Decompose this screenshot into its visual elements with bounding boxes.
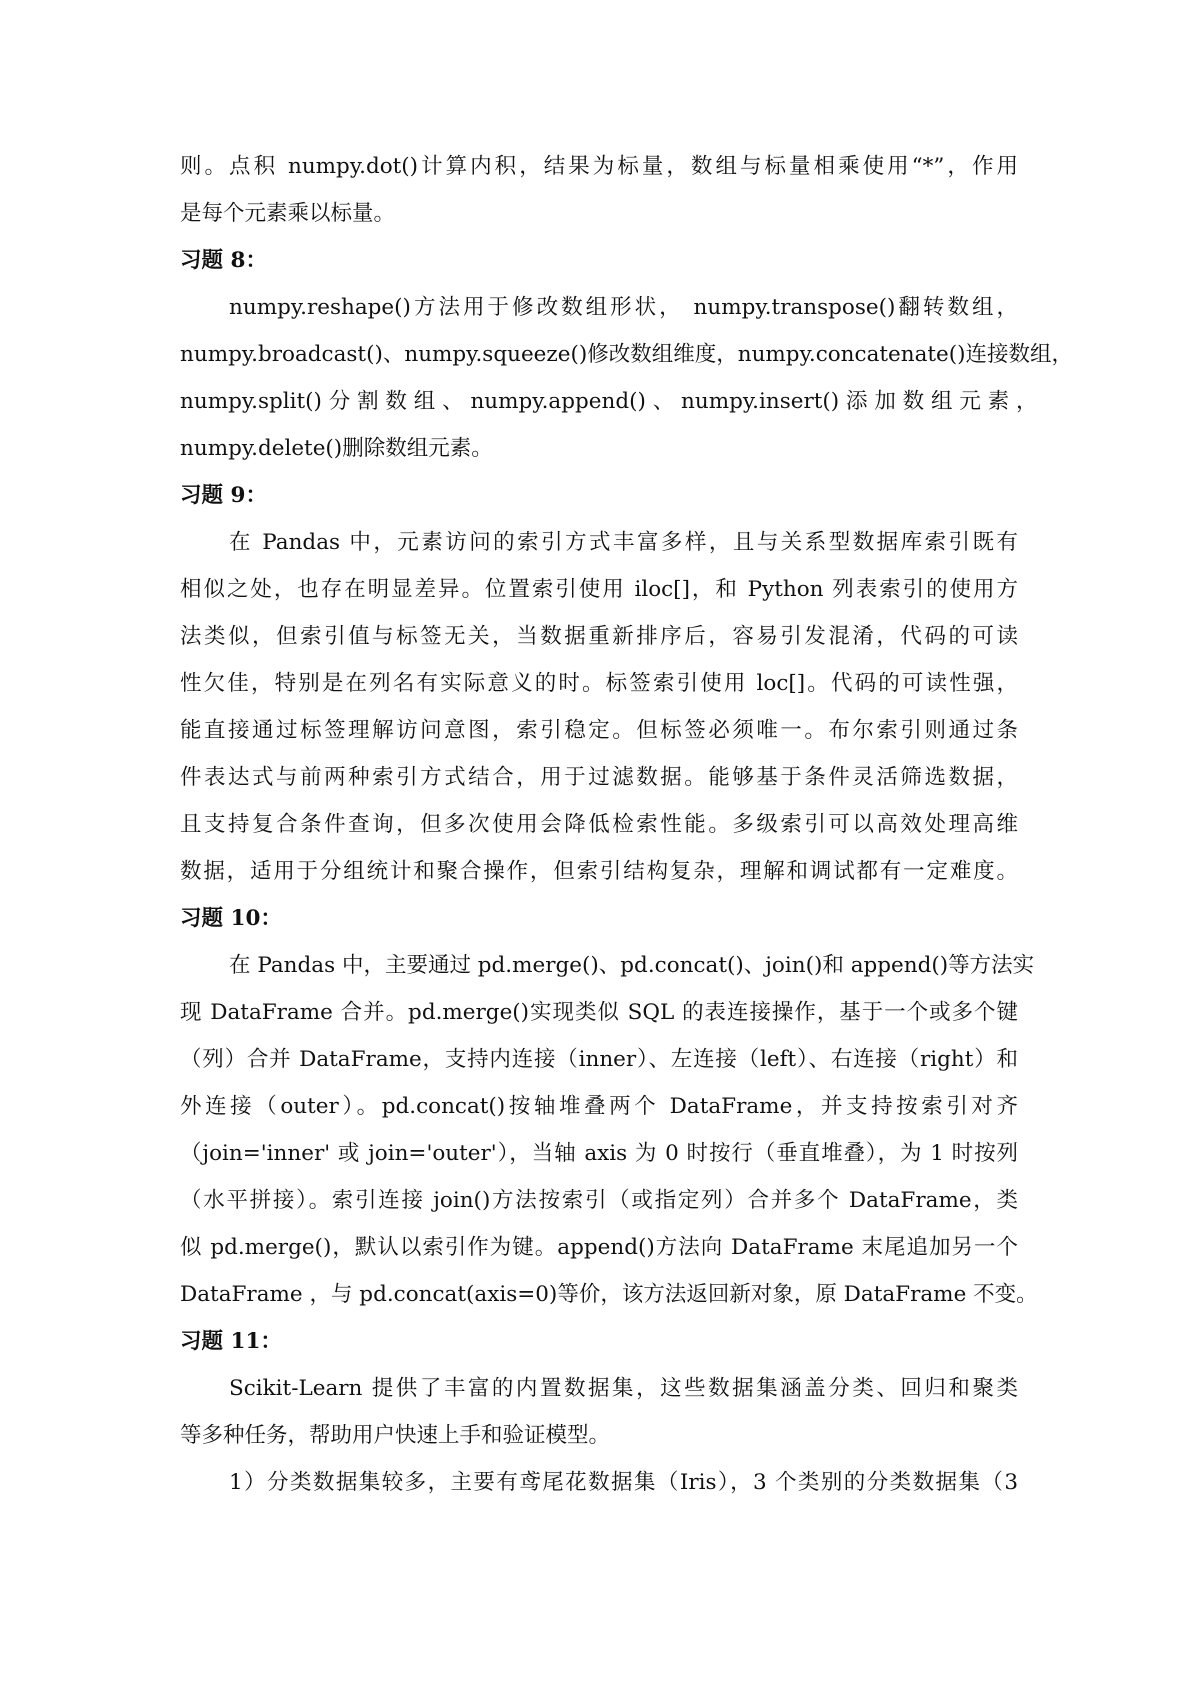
paragraph-line: numpy.delete()删除数组元素。 bbox=[180, 436, 493, 461]
section-heading: 习题 10： bbox=[180, 906, 282, 931]
paragraph-line: 似 pd.merge()，默认以索引作为键。append()方法向 DataFrame 末尾追加另一个 bbox=[180, 1235, 1018, 1260]
paragraph-line: 1）分类数据集较多，主要有鸢尾花数据集（Iris），3 个类别的分类数据集（3 bbox=[229, 1470, 1018, 1495]
paragraph-line: 现 DataFrame 合并。pd.merge()实现类似 SQL 的表连接操作，基于一个或多个键 bbox=[180, 1000, 1018, 1025]
paragraph-line: Scikit-Learn 提供了丰富的内置数据集，这些数据集涵盖分类、回归和聚类 bbox=[229, 1376, 1018, 1401]
paragraph-line: DataFrame ，与 pd.concat(axis=0)等价，该方法返回新对象，原 DataFrame 不变。 bbox=[180, 1282, 1038, 1307]
section-heading: 习题 11： bbox=[180, 1329, 282, 1354]
paragraph-line: 相似之处，也存在明显差异。位置索引使用 iloc[]，和 Python 列表索引的使用方 bbox=[180, 577, 1018, 602]
paragraph-line: （列）合并 DataFrame，支持内连接（inner）、左连接（left）、右连接（right）和 bbox=[180, 1047, 1018, 1072]
paragraph-line: 性欠佳，特别是在列名有实际意义的时。标签索引使用 loc[]。代码的可读性强， bbox=[180, 671, 1018, 696]
paragraph-line: 是每个元素乘以标量。 bbox=[180, 201, 396, 226]
paragraph-line: 在 Pandas 中，元素访问的索引方式丰富多样，且与关系型数据库索引既有 bbox=[229, 530, 1018, 555]
section-heading: 习题 9： bbox=[180, 483, 267, 508]
section-heading: 习题 8： bbox=[180, 248, 267, 273]
document-page bbox=[180, 143, 1074, 1506]
paragraph-line: 件表达式与前两种索引方式结合，用于过滤数据。能够基于条件灵活筛选数据， bbox=[180, 765, 1018, 790]
paragraph-line: 且支持复合条件查询，但多次使用会降低检索性能。多级索引可以高效处理高维 bbox=[180, 812, 1018, 837]
paragraph-line: 能直接通过标签理解访问意图，索引稳定。但标签必须唯一。布尔索引则通过条 bbox=[180, 718, 1018, 743]
paragraph-line: numpy.broadcast()、numpy.squeeze()修改数组维度，numpy.concatenate()连接数组， bbox=[180, 342, 1074, 367]
paragraph-line: （水平拼接）。索引连接 join()方法按索引（或指定列）合并多个 DataFrame，类 bbox=[180, 1188, 1018, 1213]
paragraph-line: 数据，适用于分组统计和聚合操作，但索引结构复杂，理解和调试都有一定难度。 bbox=[180, 859, 1018, 884]
paragraph-line: 在 Pandas 中，主要通过 pd.merge()、pd.concat()、join()和 append()等方法实 bbox=[229, 953, 1035, 978]
paragraph-line: 则。点积 numpy.dot()计算内积，结果为标量，数组与标量相乘使用“*”，作用 bbox=[180, 154, 1018, 179]
paragraph-line: 外连接（outer）。pd.concat()按轴堆叠两个 DataFrame，并支持按索引对齐 bbox=[180, 1094, 1018, 1119]
paragraph-line: （join='inner' 或 join='outer'），当轴 axis 为 0 时按行（垂直堆叠），为 1 时按列 bbox=[180, 1141, 1018, 1166]
paragraph-line: 法类似，但索引值与标签无关，当数据重新排序后，容易引发混淆，代码的可读 bbox=[180, 624, 1018, 649]
paragraph-line: numpy.split() 分 割 数 组 、 numpy.append() 、 numpy.insert() 添 加 数 组 元 素 ， bbox=[180, 389, 1038, 414]
paragraph-line: 等多种任务，帮助用户快速上手和验证模型。 bbox=[180, 1423, 611, 1448]
paragraph-line: numpy.reshape()方法用于修改数组形状， numpy.transpose()翻转数组， bbox=[229, 295, 1018, 320]
